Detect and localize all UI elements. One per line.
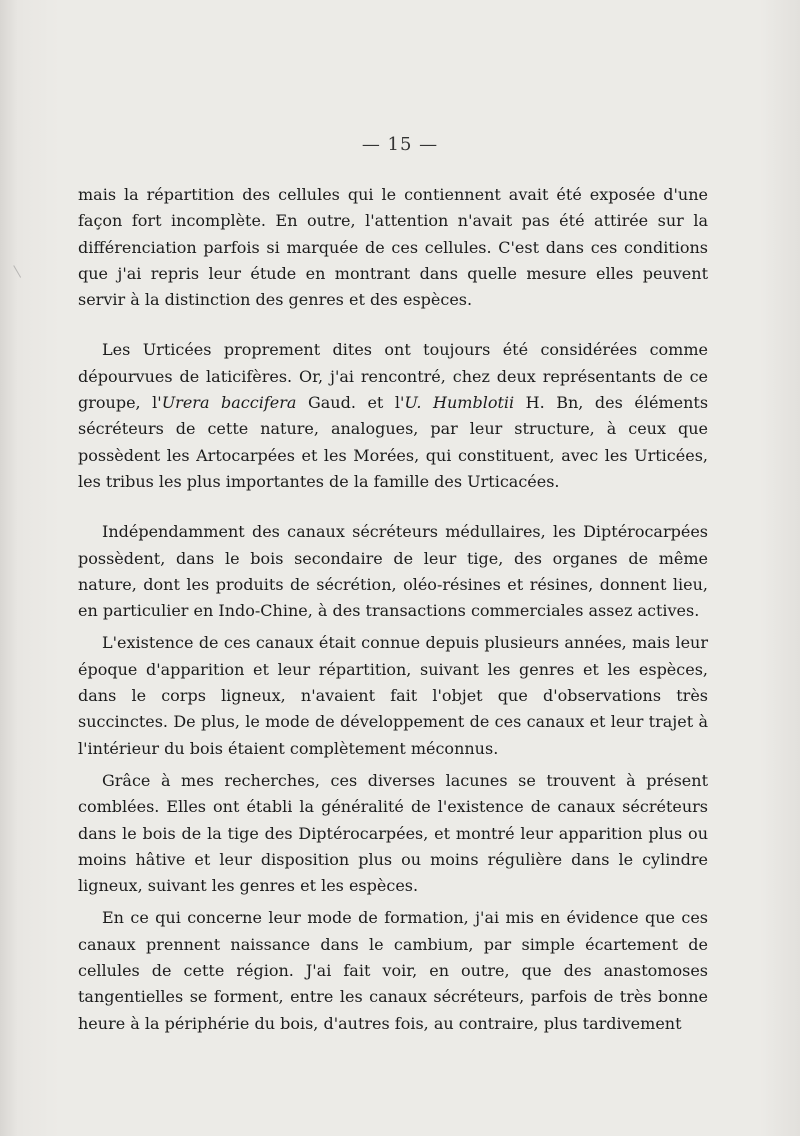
- paragraph-6: [78, 905, 708, 1036]
- paragraph-1: [78, 182, 708, 313]
- margin-mark: [13, 260, 30, 278]
- paragraph-text: H. Bn, des éléments sécréteurs de cette nature, analogues, par leur structure, à ceux que possèdent les Artocarpées et les Morées, qui constituent, avec les Urticées, les tribus les plus importantes de la famille des Urticacées.: [78, 393, 709, 491]
- paragraph-4: [78, 630, 708, 761]
- paragraph-text: Indépendamment des canaux sécréteurs médullaires, les Diptérocarpées possèdent, dans le bois secondaire de leur tige, des organes de même nature, dont les produits de sécrétion, oléo-résines et résines, donnent lieu, en particulier en Indo-Chine, à des transactions commerciales assez actives.: [78, 522, 708, 621]
- paragraph-text: Gaud. et l': [296, 393, 405, 413]
- body-text: [78, 182, 708, 1037]
- species-name: Urera baccifera: [161, 393, 297, 413]
- page-number: — 15 —: [361, 134, 439, 155]
- paragraph-text: mais la répartition des cellules qui le contiennent avait été exposée d'une façon fort incomplète. En outre, l'attention n'avait pas été attirée sur la différenciation parfois si marquée de ces cellules. C'est dans ces conditions que j'ai repris leur étude en montrant dans quelle mesure elles peuvent servir à la distinction des genres et des espèces.: [78, 185, 708, 310]
- paragraph-text: Les Urticées proprement dites ont toujours été considérées comme dépourvues de laticifères. Or, j'ai rencontré, chez deux représentants de ce groupe, l': [78, 340, 708, 413]
- paragraph-5: [78, 768, 708, 899]
- paragraph-2: [78, 337, 708, 495]
- paragraph-text: En ce qui concerne leur mode de formation, j'ai mis en évidence que ces canaux prennent naissance dans le cambium, par simple écartement de cellules de cette région. J'ai fait voir, en outre, que des anastomoses tangentielles se forment, entre les canaux sécréteurs, parfois de très bonne heure à la périphérie du bois, d'autres fois, au contraire, plus tardivement: [78, 908, 708, 1033]
- paragraph-text: Grâce à mes recherches, ces diverses lacunes se trouvent à présent comblées. Elles ont établi la généralité de l'existence de canaux sécréteurs dans le bois de la tige des Diptérocarpées, et montré leur apparition plus ou moins hâtive et leur disposition plus ou moins régulière dans le cylindre ligneux, suivant les genres et les espèces.: [78, 770, 708, 896]
- species-name: U. Humblotii: [404, 393, 515, 413]
- paragraph-3: [78, 519, 708, 624]
- paragraph-text: L'existence de ces canaux était connue depuis plusieurs années, mais leur époque d'apparition et leur répartition, suivant les genres et les espèces, dans le corps ligneux, n'avaient fait l'objet que d'observations très succinctes. De plus, le mode de développement de ces canaux et leur trajet à l'intérieur du bois étaient complètement méconnus.: [78, 633, 708, 758]
